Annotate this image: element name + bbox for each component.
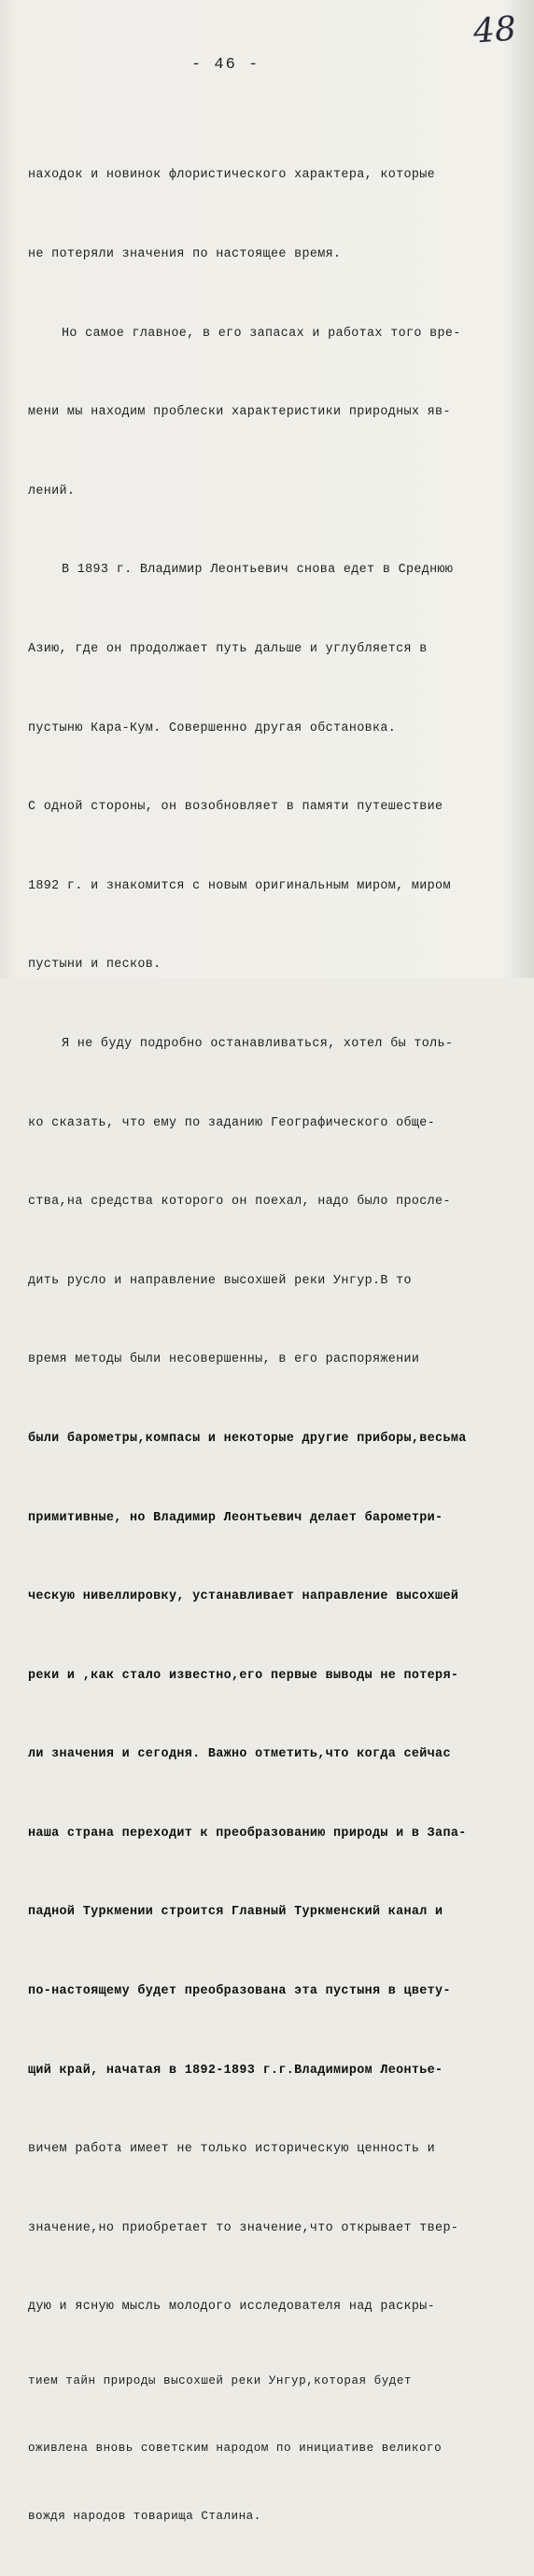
text-line: оживлена вновь советским народом по инициативе великого xyxy=(28,2442,443,2456)
text-line: В 1893 г. Владимир Леонтьевич снова едет в Среднюю xyxy=(62,563,454,578)
text-line: наша страна переходит к преобразованию природы и в Запа- xyxy=(28,1826,467,1841)
text-line: ства,на средства которого он поехал, надо было просле- xyxy=(28,1195,451,1210)
text-line: вождя народов товарища Сталина. xyxy=(28,2509,261,2523)
text-line: ко сказать, что ему по заданию Географического обще- xyxy=(28,1115,436,1130)
handwritten-folio-number: 48 xyxy=(471,9,518,51)
typewritten-body-text xyxy=(28,110,532,2576)
text-line: Но самое главное, в его запасах и работах того вре- xyxy=(62,326,461,341)
text-line: по-настоящему будет преобразована эта пустыня в цвету- xyxy=(28,1984,451,1999)
text-line: значение,но приобретает то значение,что открывает твер- xyxy=(28,2220,459,2235)
text-line: вичем работа имеет не только историческую ценность и xyxy=(28,2142,436,2157)
text-line: время методы были несовершенны, в его распоряжении xyxy=(28,1352,420,1367)
text-line: примитивные, но Владимир Леонтьевич делает барометри- xyxy=(28,1510,443,1525)
text-line: мени мы находим проблески характеристики природных яв- xyxy=(28,405,451,420)
text-line: Азию, где он продолжает путь дальше и углубляется в xyxy=(28,641,428,656)
text-line: ческую нивеллировку, устанавливает направление высохшей xyxy=(28,1589,459,1604)
text-line: не потеряли значения по настоящее время. xyxy=(28,247,342,261)
text-line: дить русло и направление высохшей реки Унгур.В то xyxy=(28,1273,412,1288)
text-line: щий край, начатая в 1892-1893 г.г.Владимиром Леонтье- xyxy=(28,2063,443,2078)
text-line: реки и ,как стало известно,его первые выводы не потеря- xyxy=(28,1668,459,1683)
text-line: лений. xyxy=(28,483,76,498)
text-line: находок и новинок флористического характера, которые xyxy=(28,168,436,183)
page-number: - 46 - xyxy=(191,56,260,74)
text-line: Я не буду подробно останавливаться, хотел бы толь- xyxy=(62,1036,454,1051)
text-line: дую и ясную мысль молодого исследователя над раскры- xyxy=(28,2300,436,2315)
text-line: С одной стороны, он возобновляет в памяти путешествие xyxy=(28,800,443,815)
text-line: ли значения и сегодня. Важно отметить,что когда сейчас xyxy=(28,1747,451,1762)
text-line: 1892 г. и знакомится с новым оригинальным миром, миром xyxy=(28,878,451,893)
text-line: пустыню Кара-Кум. Совершенно другая обстановка. xyxy=(28,721,397,735)
text-line: были барометры,компасы и некоторые другие приборы,весьма xyxy=(28,1431,467,1446)
text-line: пустыни и песков. xyxy=(28,958,162,973)
text-line: тием тайн природы высохшей реки Унгур,которая будет xyxy=(28,2374,412,2388)
text-line: падной Туркмении строится Главный Туркменский канал и xyxy=(28,1905,443,1920)
